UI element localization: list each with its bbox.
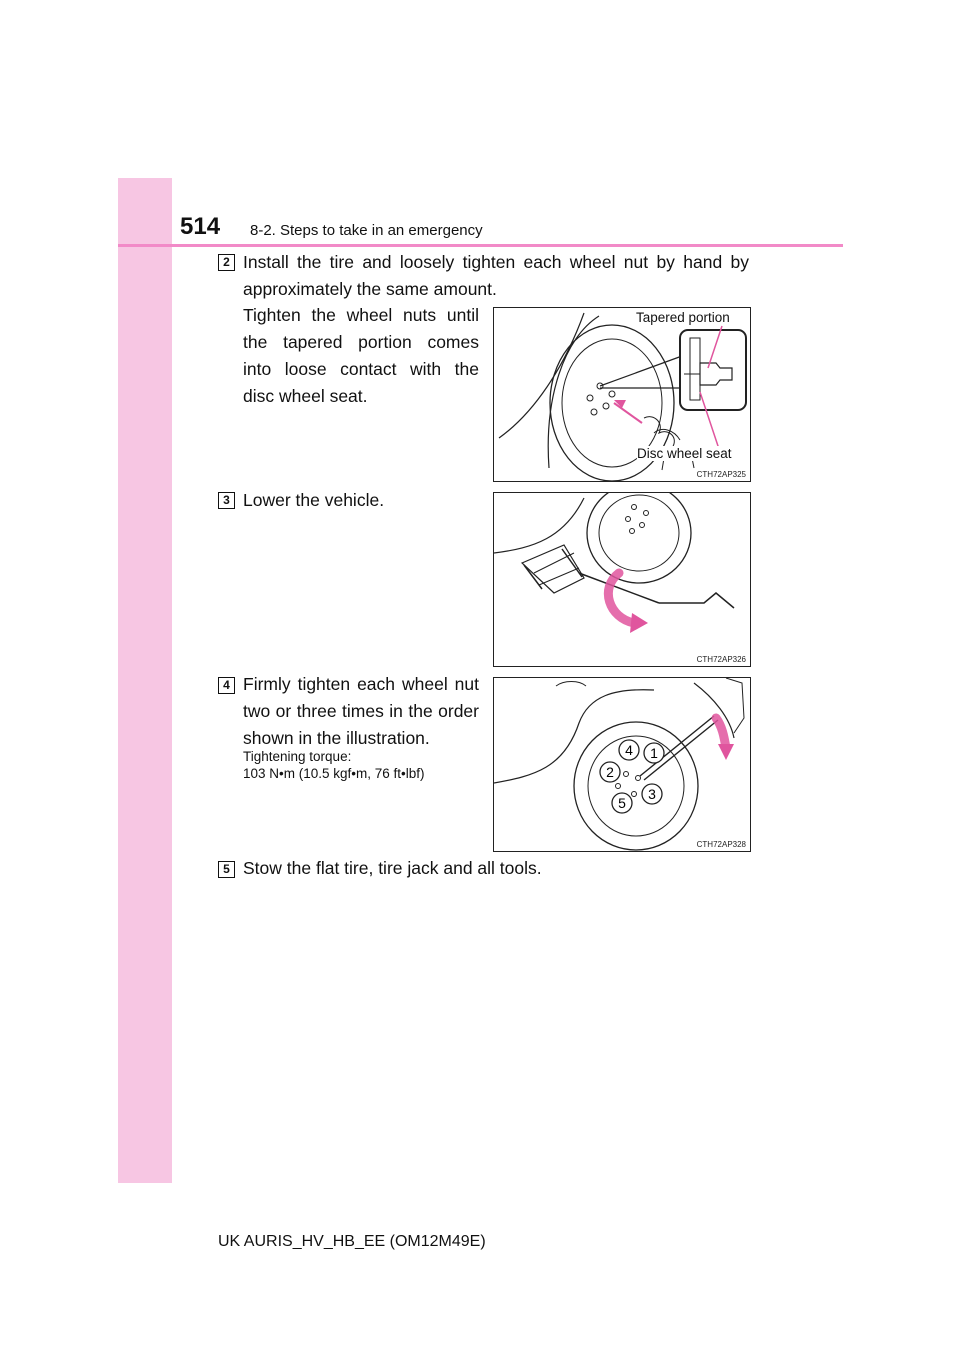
- step-4-badge: 4: [218, 677, 235, 694]
- step-3-badge: 3: [218, 492, 235, 509]
- tighten-order-illustration: [494, 678, 751, 852]
- figure-lower-vehicle: [493, 492, 751, 667]
- callout-tapered-portion: Tapered portion: [636, 310, 730, 325]
- footer-model-code: UK AURIS_HV_HB_EE (OM12M49E): [218, 1233, 486, 1250]
- side-tab-strip: [118, 178, 172, 1183]
- order-label-5: 5: [618, 795, 626, 811]
- order-label-4: 4: [625, 742, 633, 758]
- callout-disc-wheel-seat: Disc wheel seat: [637, 446, 732, 461]
- step-2-badge: 2: [218, 254, 235, 271]
- step-5-text: Stow the flat tire, tire jack and all tools.: [243, 858, 542, 878]
- page-number: 514: [180, 213, 221, 240]
- header-rule: [118, 244, 843, 247]
- figure-code: CTH72AP328: [696, 840, 746, 849]
- step-3-text: Lower the vehicle.: [243, 490, 385, 510]
- torque-label: Tightening torque:: [243, 749, 352, 764]
- torque-value: 103 N•m (10.5 kgf•m, 76 ft•lbf): [243, 766, 425, 781]
- order-label-1: 1: [650, 745, 658, 761]
- figure-tighten-order: [493, 677, 751, 852]
- section-title: 8-2. Steps to take in an emergency: [250, 222, 483, 239]
- step-4-text: Firmly tighten each wheel nut two or three times in the order shown in the illustration.: [243, 674, 479, 748]
- order-label-2: 2: [606, 764, 614, 780]
- figure-code: CTH72AP325: [696, 470, 746, 479]
- figure-tire-install: [493, 307, 751, 482]
- order-label-3: 3: [648, 786, 656, 802]
- step-2-text: Install the tire and loosely tighten each wheel nut by hand by approximately the same amount.: [243, 252, 749, 299]
- step-5-badge: 5: [218, 861, 235, 878]
- lower-vehicle-illustration: [494, 493, 751, 667]
- step-2-detail: Tighten the wheel nuts until the tapered portion comes into loose contact with the disc wheel seat.: [243, 305, 479, 406]
- figure-code: CTH72AP326: [696, 655, 746, 664]
